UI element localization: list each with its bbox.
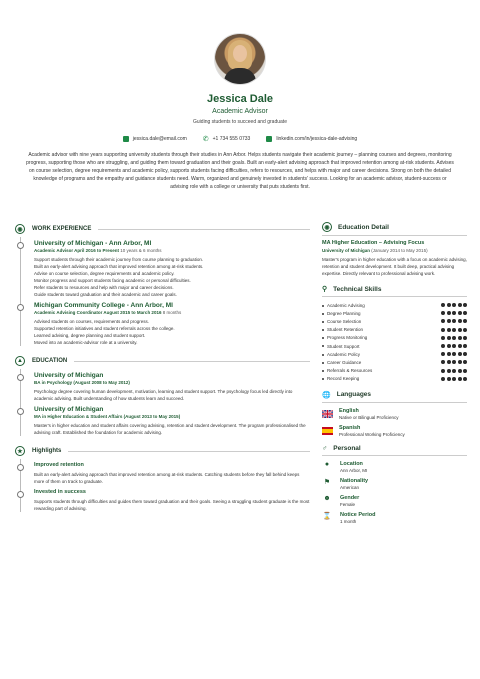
rating-dot [447,328,451,332]
highlight-title: Invested in success [34,489,86,495]
rating-dot [463,360,467,364]
personal-item [322,512,467,524]
rating-dot [441,319,445,323]
contact-linkedin[interactable]: linkedin.com/in/jessica-dale-advising [266,135,357,143]
contact-phone[interactable]: ✆ +1 734 555 0733 [202,136,251,143]
rating-dot [458,303,462,307]
rating-dot [452,369,456,373]
work-role: Academic Advising Coordinator August 2015 to March 2016 8 months [34,310,182,315]
section-title: EDUCATION [32,358,68,364]
rating-dot [458,360,462,364]
resume-header [0,0,480,191]
highlight-title: Improved retention [34,462,84,468]
rating-dot [458,369,462,373]
skill-name: Degree Planning [327,310,361,316]
rating-dot [441,352,445,356]
rating-dot [441,311,445,315]
highlight-text: Supports students through difficulties and guides them toward graduation and their goals. Seeing a struggling student graduate is the most rewarding part of advising. [34,499,310,511]
rating-dot [441,377,445,381]
graduation-cap-icon: ▲ [15,356,25,366]
location-icon: ● [324,460,330,468]
skill-name: Student Retention [327,327,364,333]
rating-dot [463,311,467,315]
rating-dot [458,344,462,348]
rating-dot [447,360,451,364]
email-icon [123,136,129,142]
candidate-name: Jessica Dale [206,93,274,105]
rating-dot [447,369,451,373]
rating-dot [458,336,462,340]
language-name: English [339,407,359,414]
education-detail-text: Master's program in higher education with a focus on academic advising, retention and student development. It built deep, practical advising expertise. Directly relevant to professional advising work. [322,257,467,276]
job-title: Academic Advisor [212,108,268,115]
rating-dot [452,319,456,323]
work-bullet: Advise on course selection, degree requirements and academic policy. [34,271,175,276]
profile-photo [214,33,266,85]
education-item [15,372,310,402]
briefcase-icon: ◉ [15,224,25,234]
rating-dot [458,319,462,323]
skill-item [322,309,467,317]
rating-dot [458,377,462,381]
work-role: Academic Advisor April 2016 to Present 10 years & 6 months [34,248,162,253]
education-detail-icon: ◉ [322,222,332,232]
work-item [15,302,310,346]
rating-dot [441,344,445,348]
contact-bar [0,135,480,143]
rating-dot [447,303,451,307]
skill-item [322,334,467,342]
language-item [322,408,467,420]
education-item [15,406,310,436]
skill-rating [441,369,467,373]
work-bullet: Supported retention initiatives and student referrals across the college. [34,326,175,331]
education-degree: BA in Psychology (August 2008 to May 2012) [34,380,130,385]
work-employer: University of Michigan - Ann Arbor, MI [34,240,152,247]
rating-dot [452,336,456,340]
person-icon: ☻ [323,494,331,502]
personal-value: American [340,484,360,490]
work-bullet: Guide students toward graduation and their academic and career goals. [34,292,177,297]
highlight-item [15,489,310,512]
skill-name: Referrals & Resources [327,368,373,374]
personal-label: Nationality [340,477,369,484]
highlight-text: Built an early-alert advising approach that improved retention among at-risk students. Catching students before they fall behind keeps more of them on track to graduate. [34,472,300,484]
rating-dot [463,352,467,356]
skill-rating [441,360,467,364]
right-column [322,222,467,532]
education-detail-section [322,222,467,277]
rating-dot [458,328,462,332]
work-bullet: Learned advising, degree planning and student support. [34,333,146,338]
education-section [15,354,310,436]
work-employer: Michigan Community College - Ann Arbor, MI [34,302,173,309]
gender-icon: ♂ [322,444,328,452]
skill-item [322,342,467,350]
skill-name: Academic Advising [327,302,365,308]
rating-dot [452,377,456,381]
tagline: Guiding students to succeed and graduate [193,119,287,125]
personal-value: 1 month [340,518,357,524]
rating-dot [441,303,445,307]
personal-label: Notice Period [340,511,376,518]
rating-dot [447,311,451,315]
uk-flag-icon [322,410,333,418]
highlight-item [15,462,310,485]
work-bullet: Refer students to resources and help with major and career decisions. [34,285,174,290]
rating-dot [441,328,445,332]
skill-name: Academic Policy [327,351,361,357]
rating-dot [452,328,456,332]
lightbulb-icon: ⚲ [322,286,328,293]
work-bullet: Monitor progress and support students facing academic or personal difficulties. [34,278,191,283]
work-experience-section [15,222,310,346]
language-name: Spanish [339,424,361,431]
skill-item [322,301,467,309]
rating-dot [458,311,462,315]
rating-dot [463,369,467,373]
skill-item [322,375,467,383]
rating-dot [458,352,462,356]
work-bullet: Advised students on courses, requirements and progress. [34,319,150,324]
profile-summary: Academic advisor with nine years supporting university students through their studies in Ann Arbor. Helps students navigate their academic journey – planning courses and degrees, monitoring progress, supporting those who are struggling, and guiding them toward graduation and their goals. Built an early-alert advising approach that improved retention among at-risk students. Advises on course selection, degree requirements and academic policy, supports students facing difficulties, refers to resources, and helps with major and career decisions. Strong on both the detailed knowledge of programs and the empathy and guidance students need. Warm, organized and genuinely invested in students' success. Looking for an academic advisor, student-success or advising role with a college or university that puts students first. [26,152,454,190]
hourglass-icon: ⌛ [322,512,332,520]
personal-value: Female [340,501,356,507]
skill-name: Career Guidance [327,359,362,365]
rating-dot [463,319,467,323]
work-item [15,240,310,298]
rating-dot [447,377,451,381]
rating-dot [452,352,456,356]
education-school: University of Michigan [34,406,104,413]
skill-rating [441,377,467,381]
linkedin-icon [266,136,272,142]
skill-rating [441,344,467,348]
skill-item [322,350,467,358]
rating-dot [452,311,456,315]
personal-section [322,445,467,524]
skill-item [322,326,467,334]
skill-item [322,367,467,375]
education-detail-school: University of Michigan (January 2014 to May 2015) [322,248,428,253]
education-description: Psychology degree covering human development, motivation, learning and student support. The psychology focus led directly into academic advising. Built understanding of how students learn and succeed. [34,389,293,401]
section-title: Education Detail [338,223,389,231]
rating-dot [447,352,451,356]
skill-rating [441,303,467,307]
skill-name: Record Keeping [327,376,360,382]
education-school: University of Michigan [34,372,104,379]
personal-item [322,461,467,473]
language-item [322,425,467,437]
star-icon: ★ [15,446,25,456]
skill-name: Progress Monitoring [327,335,368,341]
rating-dot [441,336,445,340]
skill-item [322,358,467,366]
skill-name: Course Selection [327,318,362,324]
skill-rating [441,328,467,332]
skill-rating [441,352,467,356]
skill-item [322,317,467,325]
contact-email[interactable]: jessica.dale@email.com [123,135,187,143]
technical-skills-section [322,285,467,383]
skill-rating [441,336,467,340]
rating-dot [452,303,456,307]
rating-dot [447,336,451,340]
rating-dot [441,360,445,364]
rating-dot [452,344,456,348]
skill-rating [441,319,467,323]
section-title: Technical Skills [333,285,382,293]
work-bullet: Built an early-alert advising approach that improved retention among at-risk students. [34,264,204,269]
rating-dot [452,360,456,364]
flag-icon: ⚑ [323,478,331,486]
skill-name: Student Support [327,343,360,349]
education-detail-title: MA Higher Education – Advising Focus [322,240,425,246]
rating-dot [463,344,467,348]
personal-label: Location [340,460,363,467]
languages-section [322,391,467,437]
section-title: Highlights [32,448,62,454]
education-description: Master's in higher education and student affairs covering advising, retention and student development. The program professionalised the advising craft. Established the foundation for academic advising. [34,423,306,435]
left-column [15,222,310,520]
work-bullet: Moved into an academic-advisor role at a university. [34,340,138,345]
rating-dot [447,344,451,348]
rating-dot [463,377,467,381]
skills-list [322,301,467,383]
section-title: Personal [333,444,361,452]
personal-item [322,495,467,507]
work-bullet: Support students through their academic journey from course planning to graduation. [34,257,204,262]
personal-label: Gender [340,494,360,501]
rating-dot [463,303,467,307]
personal-value: Ann Arbor, MI [340,467,368,473]
education-degree: MA in Higher Education & Student Affairs (August 2013 to May 2015) [34,414,181,419]
skill-rating [441,311,467,315]
section-title: Languages [336,391,372,399]
rating-dot [463,328,467,332]
phone-icon: ✆ [202,136,209,143]
rating-dot [463,336,467,340]
rating-dot [441,369,445,373]
personal-item [322,478,467,490]
globe-icon: 🌐 [322,391,331,399]
rating-dot [447,319,451,323]
language-level: Native or Bilingual Proficiency [339,414,399,420]
language-level: Professional Working Proficiency [339,431,405,437]
highlights-section [15,444,310,512]
section-title: WORK EXPERIENCE [32,226,92,232]
spain-flag-icon [322,427,333,435]
